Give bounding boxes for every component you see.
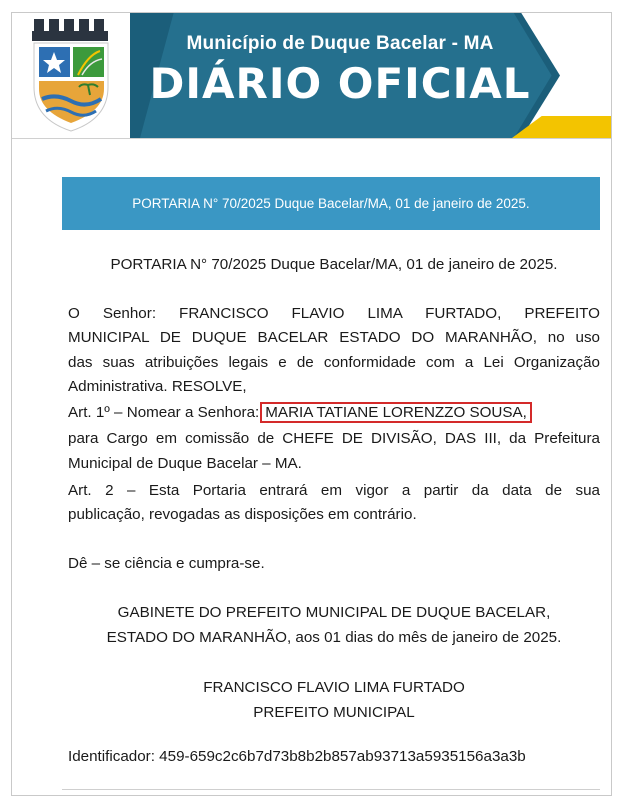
- municipal-crest-icon: [28, 15, 116, 135]
- intro-line: Administrativa. RESOLVE,: [68, 378, 247, 395]
- article-1-line: para Cargo em comissão de CHEFE DE DIVISÃO, DAS III, da Prefeitura: [68, 430, 600, 447]
- cabinet-line: ESTADO DO MARANHÃO, aos 01 dias do mês de janeiro de 2025.: [106, 629, 562, 646]
- ordinance-title: PORTARIA N° 70/2025 Duque Bacelar/MA, 01 de janeiro de 2025.: [110, 256, 558, 273]
- footer-divider: [62, 789, 600, 790]
- banner-text: PORTARIA N° 70/2025 Duque Bacelar/MA, 01 de janeiro de 2025.: [132, 196, 530, 211]
- article-2-line: publicação, revogadas as disposições em contrário.: [68, 506, 417, 523]
- signer-role: PREFEITO MUNICIPAL: [253, 704, 415, 721]
- appointee-name-highlight: MARIA TATIANE LORENZZO SOUSA,: [260, 402, 532, 423]
- gazette-brand-title: DIÁRIO OFICIAL: [149, 59, 531, 108]
- article-1-line: [68, 401, 600, 426]
- article-2-line: Art. 2 – Esta Portaria entrará em vigor a partir da data de sua: [68, 482, 600, 499]
- cabinet-line: GABINETE DO PREFEITO MUNICIPAL DE DUQUE BACELAR,: [117, 604, 551, 621]
- article-1-prefix: Art. 1º – Nomear a Senhora:: [68, 404, 260, 421]
- signer-name: FRANCISCO FLAVIO LIMA FURTADO: [203, 679, 465, 696]
- header-divider: [12, 138, 611, 139]
- intro-line: MUNICIPAL DE DUQUE BACELAR ESTADO DO MARANHÃO, no uso: [68, 329, 600, 346]
- ordinance-banner: [62, 177, 600, 230]
- closing-statement: Dê – se ciência e cumpra-se.: [68, 555, 265, 572]
- article-1-line: Municipal de Duque Bacelar – MA.: [68, 455, 302, 472]
- intro-line: O Senhor: FRANCISCO FLAVIO LIMA FURTADO, PREFEITO: [68, 305, 600, 322]
- municipality-title: Município de Duque Bacelar - MA: [186, 33, 494, 54]
- intro-line: das suas atribuições legais e de conformidade com a Lei Organização: [68, 354, 600, 371]
- header: [12, 13, 611, 138]
- document-identifier: Identificador: 459-659c2c6b7d73b8b2b857ab93713a5935156a3a3b: [68, 748, 526, 765]
